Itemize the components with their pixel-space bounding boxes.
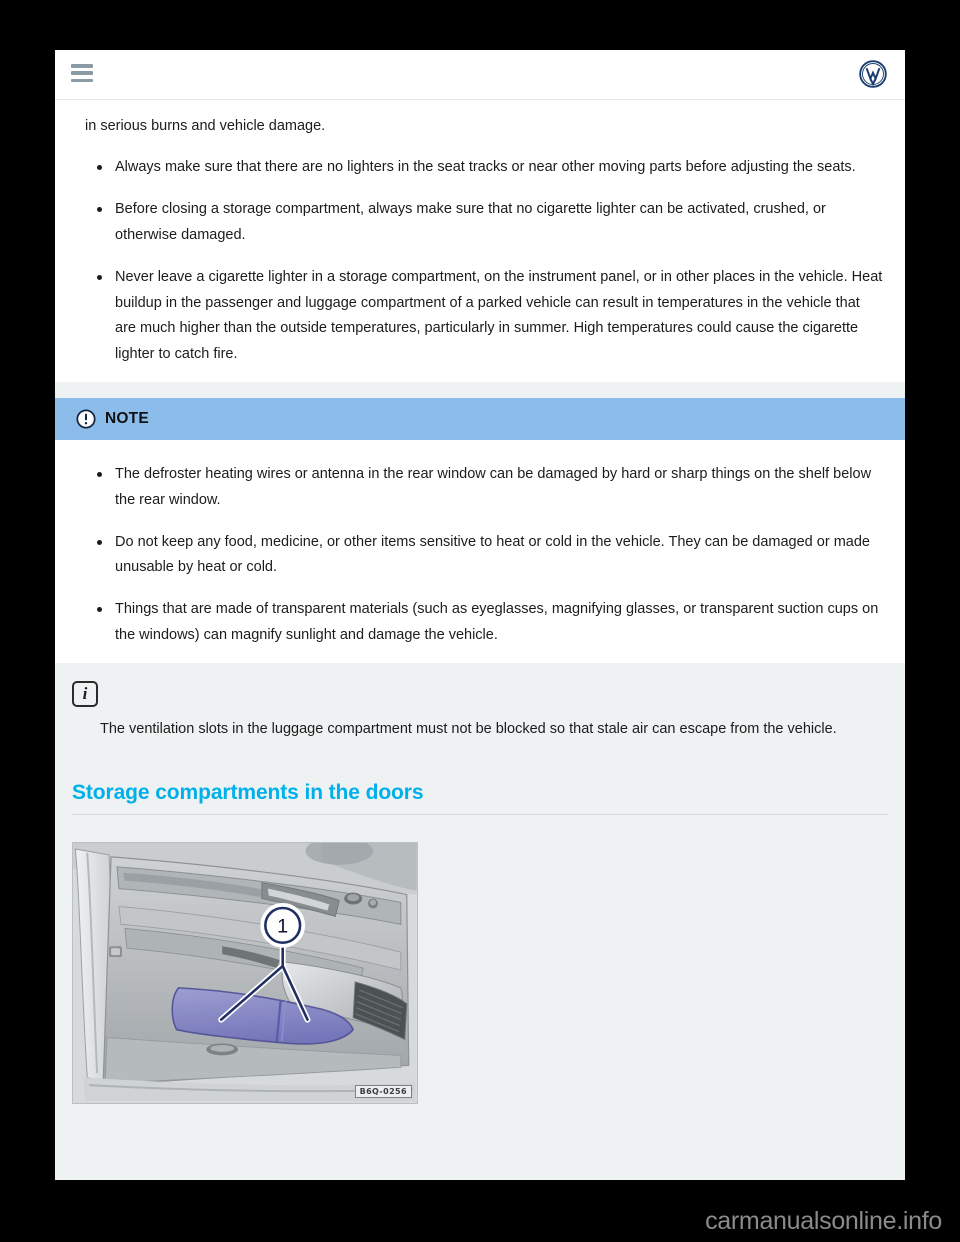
hamburger-bar — [71, 79, 93, 83]
info-text: The ventilation slots in the luggage compartment must not be blocked so that stale air can escape from the vehicle. — [100, 720, 837, 737]
hamburger-bar — [71, 64, 93, 68]
list-item: Always make sure that there are no lighters in the seat tracks or near other moving parts before adjusting the seats. — [55, 155, 905, 181]
note-bullet-list — [55, 462, 905, 649]
top-bar — [55, 50, 905, 100]
list-item: Never leave a cigarette lighter in a storage compartment, on the instrument panel, or in other places in the vehicle. Heat buildup in the passenger and luggage compartment of a parked vehicle can result in temperatures in the vehicle that are much higher than the outside temperatures, particularly in summer. High temperatures could cause the cigarette lighter to catch fire. — [55, 265, 905, 368]
hamburger-bar — [71, 71, 93, 75]
list-item: Things that are made of transparent materials (such as eyeglasses, magnifying glasses, or transparent suction cups on the windows) can magnify sunlight and damage the vehicle. — [55, 597, 905, 649]
block-divider — [55, 382, 905, 398]
warning-bullet-list — [55, 155, 905, 368]
list-item: Do not keep any food, medicine, or other items sensitive to heat or cold in the vehicle. They can be damaged or made unusable by heat or cold. — [55, 530, 905, 582]
manual-page — [55, 50, 905, 1180]
list-item: Before closing a storage compartment, always make sure that no cigarette lighter can be activated, crushed, or otherwise damaged. — [55, 197, 905, 249]
warning-continuation-text: in serious burns and vehicle damage. — [85, 118, 326, 134]
info-block — [55, 663, 905, 771]
note-banner — [55, 398, 905, 440]
door-storage-figure — [72, 842, 418, 1104]
note-body — [55, 440, 905, 663]
information-icon — [72, 681, 98, 707]
note-block — [55, 398, 905, 663]
site-watermark: carmanualsonline.info — [705, 1207, 942, 1235]
hamburger-menu-icon[interactable] — [71, 64, 93, 82]
warning-block — [55, 100, 905, 382]
list-item: The defroster heating wires or antenna in the rear window can be damaged by hard or sharp things on the shelf below the rear window. — [55, 462, 905, 514]
page-title: Storage compartments in the doors — [72, 780, 424, 804]
figure-code: B6Q-0256 — [355, 1085, 412, 1098]
svg-text:1: 1 — [277, 914, 289, 937]
exclamation-circle-icon — [76, 409, 96, 429]
information-icon-glyph: i — [82, 684, 88, 704]
heading-divider — [72, 814, 888, 815]
vw-logo-icon[interactable] — [859, 60, 887, 88]
note-label: NOTE — [105, 409, 149, 427]
